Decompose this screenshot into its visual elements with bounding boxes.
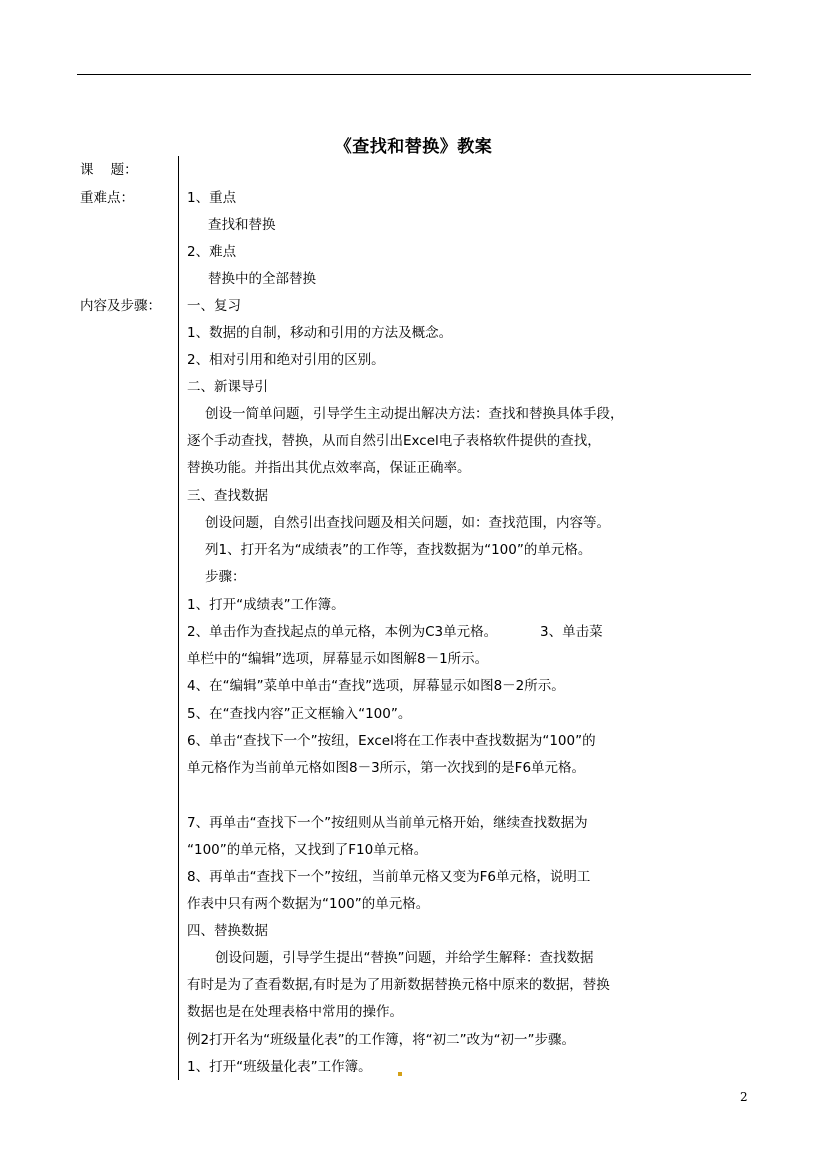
cursor-mark <box>398 1072 402 1076</box>
column-divider <box>178 156 179 1080</box>
text-line: 1、重点 <box>187 190 237 206</box>
text-line: 替换功能。并指出其优点效率高，保证正确率。 <box>187 460 471 476</box>
text-line: 三、查找数据 <box>187 488 268 504</box>
text-line: 2、难点 <box>187 244 237 260</box>
text-line: 替换中的全部替换 <box>208 271 316 287</box>
text-line: 数据也是在处理表格中常用的操作。 <box>187 1004 403 1020</box>
text-line: 有时是为了查看数据,有时是为了用新数据替换元格中原来的数据，替换 <box>187 977 610 993</box>
text-line: 逐个手动查找，替换，从而自然引出Excel电子表格软件提供的查找， <box>187 433 601 449</box>
text-line: 4、在“编辑”菜单中单击“查找”选项，屏幕显示如图8－2所示。 <box>187 678 565 694</box>
text-line: 1、打开“班级量化表”工作簿。 <box>187 1059 372 1075</box>
text-line: 单元格作为当前单元格如图8－3所示，第一次找到的是F6单元格。 <box>187 760 586 776</box>
text-line: 1、数据的自制，移动和引用的方法及概念。 <box>187 325 453 341</box>
text-line: 创设问题，引导学生提出“替换”问题，并给学生解释：查找数据 <box>215 950 594 966</box>
page-number: 2 <box>740 1090 748 1104</box>
text-line: 2、相对引用和绝对引用的区别。 <box>187 352 385 368</box>
label-topic: 课 题： <box>80 162 138 178</box>
header-rule <box>77 74 751 75</box>
text-line: 步骤： <box>205 569 246 585</box>
text-line: 6、单击“查找下一个”按纽，Excel将在工作表中查找数据为“100”的 <box>187 733 596 749</box>
text-line: 一、复习 <box>187 298 241 314</box>
text-line: 5、在“查找内容”正文框输入“100”。 <box>187 706 412 722</box>
text-line: 作表中只有两个数据为“100”的单元格。 <box>187 896 430 912</box>
label-content: 内容及步骤： <box>80 298 161 314</box>
text-line: 二、新课导引 <box>187 379 268 395</box>
text-line: 1、打开“成绩表”工作簿。 <box>187 597 345 613</box>
text-line: 例2打开名为“班级量化表”的工作簿，将“初二”改为“初一”步骤。 <box>187 1032 576 1048</box>
text-line: 创设一简单问题，引导学生主动提出解决方法：查找和替换具体手段， <box>205 406 624 422</box>
text-line: “100”的单元格，又找到了F10单元格。 <box>187 842 428 858</box>
text-line: 8、再单击“查找下一个”按纽，当前单元格又变为F6单元格，说明工 <box>187 869 591 885</box>
page-title: 《查找和替换》教案 <box>334 137 493 157</box>
label-key-points: 重难点： <box>80 190 134 206</box>
text-line: 列1、打开名为“成绩表”的工作等，查找数据为“100”的单元格。 <box>205 542 592 558</box>
text-line: 2、单击作为查找起点的单元格，本例为C3单元格。 3、单击菜 <box>187 624 603 640</box>
text-line: 四、替换数据 <box>187 923 268 939</box>
text-line: 创设问题，自然引出查找问题及相关问题，如：查找范围，内容等。 <box>205 515 610 531</box>
text-line: 7、再单击“查找下一个”按纽则从当前单元格开始，继续查找数据为 <box>187 815 588 831</box>
text-line: 单栏中的“编辑”选项，屏幕显示如图解8－1所示。 <box>187 651 489 667</box>
text-line: 查找和替换 <box>208 217 276 233</box>
